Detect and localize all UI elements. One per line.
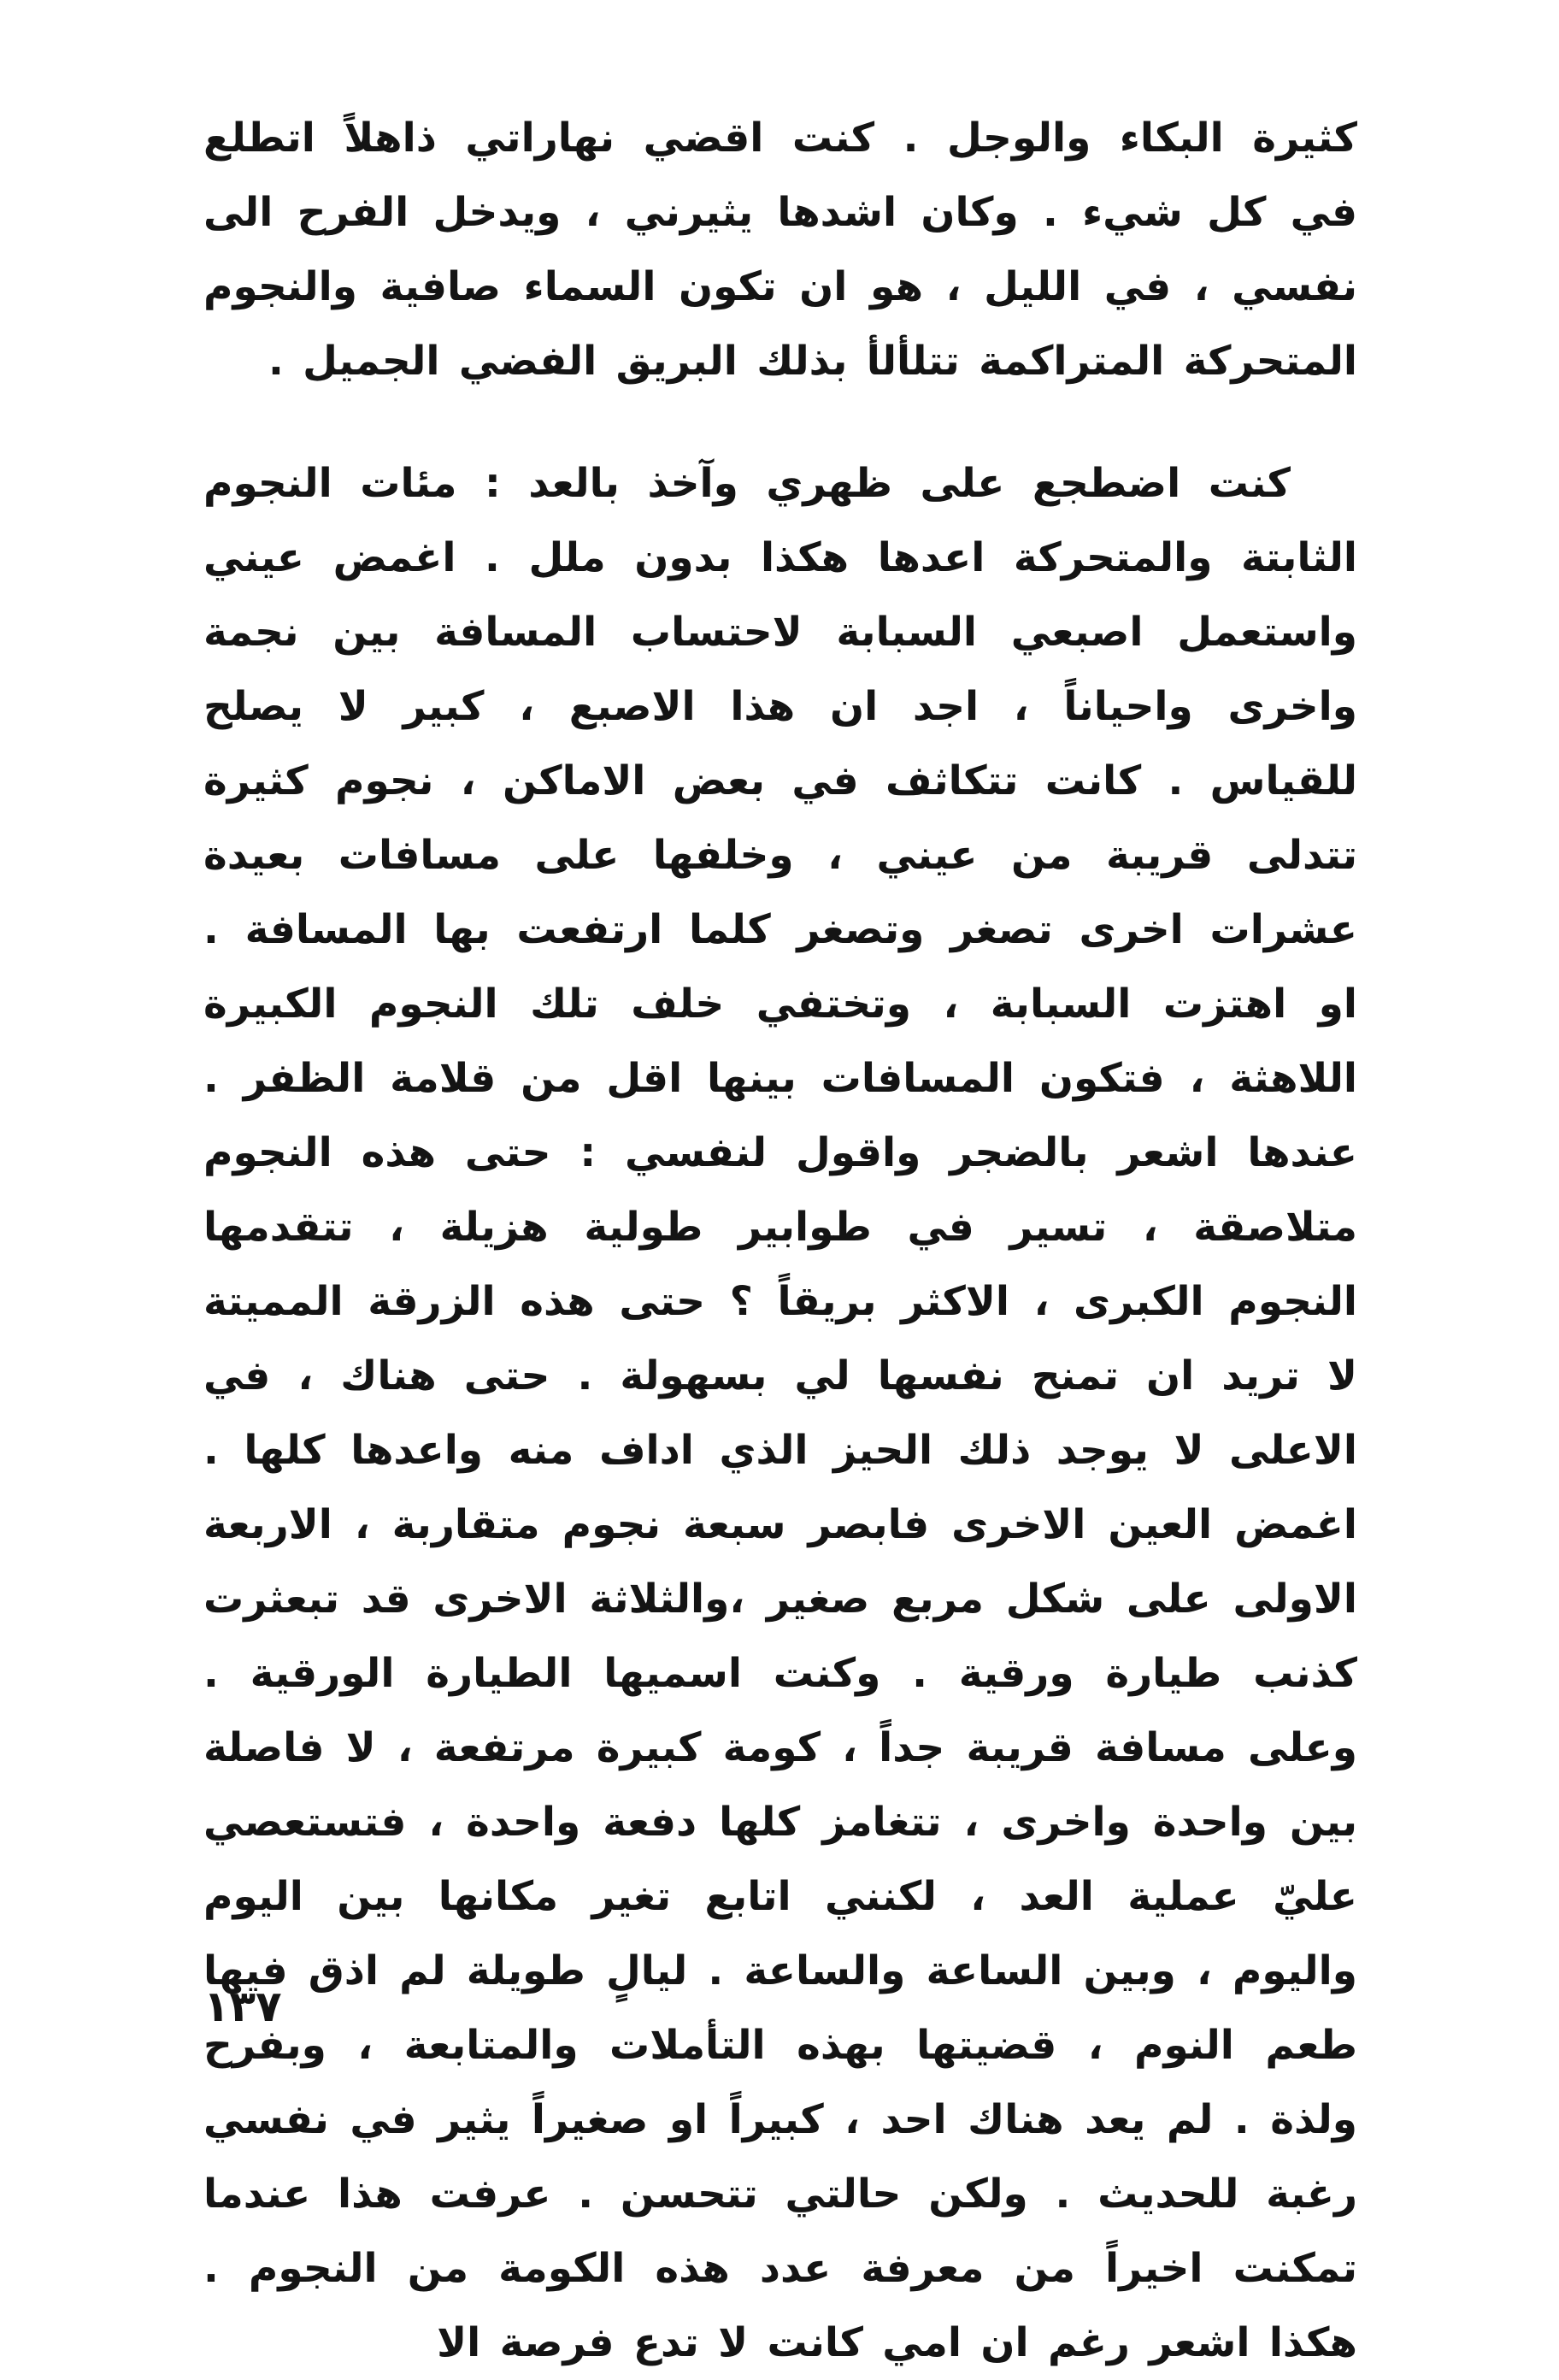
paragraph-2-text: كنت اضطجع على ظهري وآخذ بالعد : مئات النجوم الثابتة والمتحركة اعدها هكذا بدون ملل . اغمض عيني واستعمل اصبعي السبابة لاحتساب المسافة بين نجمة واخرى واحياناً ، اجد ان هذا الاصبع ، كبير لا يصلح للقياس . كانت تتكاثف في بعض الاماكن ، نجوم كثيرة تتدلى قريبة من عيني ، وخلفها على مسافات بعيدة عشرات اخرى تصغر وتصغر كلما ارتفعت بها المسافة . او اهتزت السبابة ، وتختفي خلف تلك النجوم الكبيرة اللاهثة ، فتكون المسافات بينها اقل من قلامة الظفر . عندها اشعر بالضجر واقول لنفسي : حتى هذه النجوم متلاصقة ، تسير في طوابير طولية هزيلة ، تتقدمها النجوم الكبرى ، الاكثر بريقاً ؟ حتى هذه الزرقة المميتة لا تريد ان تمنح نفسها لي بسهولة . حتى هناك ، في الاعلى لا يوجد ذلك الحيز الذي اداف منه واعدها كلها . اغمض العين الاخرى فابصر سبعة نجوم متقاربة ، الاربعة الاولى على شكل مربع صغير ،والثلاثة الاخرى قد تبعثرت كذنب طيارة ورقية . وكنت اسميها الطيارة الورقية . وعلى مسافة قريبة جداً ، كومة كبيرة مرتفعة ، لا فاصلة بين واحدة واخرى ، تتغامز كلها دفعة واحدة ، فتستعصي عليّ عملية العد ، لكنني اتابع تغير مكانها بين اليوم واليوم ، وبين الساعة والساعة . ليالٍ طويلة لم اذق فيها طعم النوم ، قضيتها بهذه التأملات والمتابعة ، وبفرح ولذة . لم يعد هناك احد ، كبيراً او صغيراً يثير في نفسي رغبة للحديث . ولكن حالتي تتحسن . عرفت هذا عندما تمكنت اخيراً من معرفة عدد هذه الكومة من النجوم . هكذا اشعر رغم ان امي كانت لا تدع فرصة الا xyxy=(203,460,1357,2366)
paragraph-2 xyxy=(203,446,1357,2380)
page-number: ١٣٧ xyxy=(203,1982,282,2031)
paragraph-1: كثيرة البكاء والوجل . كنت اقضي نهاراتي ذاهلاً اتطلع في كل شيء . وكان اشدها يثيرني ، ويدخل الفرح الى نفسي ، في الليل ، هو ان تكون السماء صافية والنجوم المتحركة المتراكمة تتلألأ بذلك البريق الفضي الجميل . xyxy=(203,115,1357,385)
